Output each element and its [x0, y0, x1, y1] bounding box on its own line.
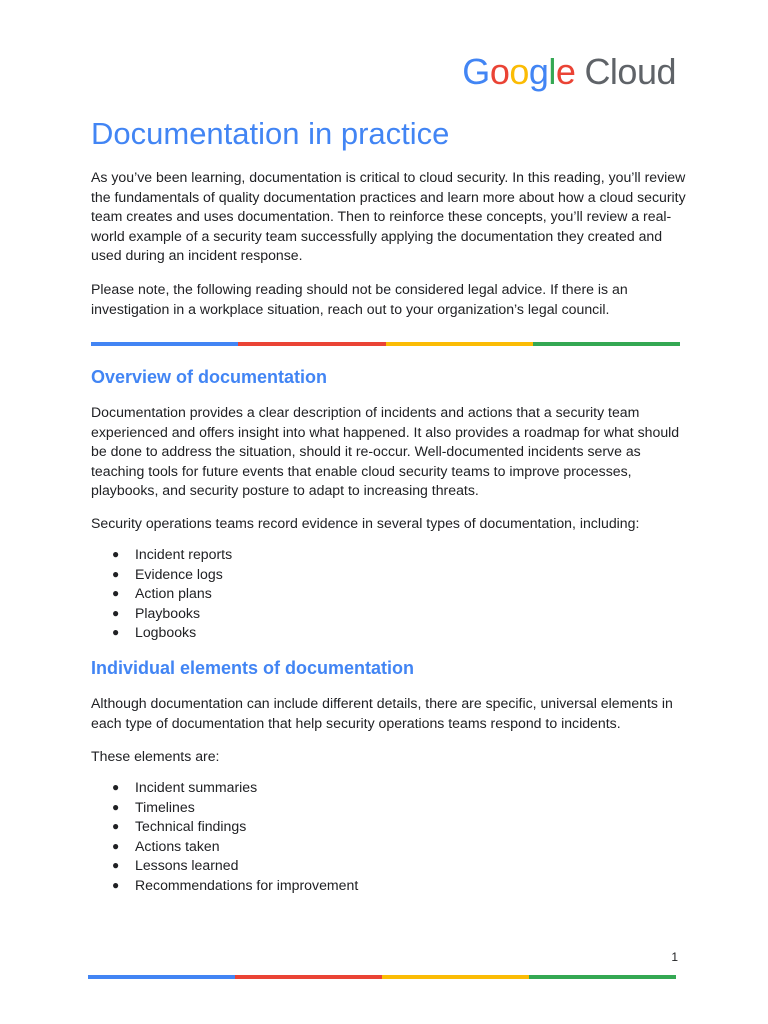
list-item-text: Playbooks [135, 604, 201, 621]
list-item [91, 876, 358, 896]
bullet-icon: ● [112, 799, 120, 814]
page-number: 1 [671, 950, 678, 964]
logo-letter: e [555, 51, 576, 92]
section-heading-overview: Overview of documentation [91, 367, 328, 387]
bullet-icon: ● [112, 566, 120, 581]
list-item [91, 837, 358, 857]
cloud-wordmark: Cloud [584, 51, 676, 92]
divider-segment-blue [91, 342, 238, 346]
intro-paragraph: As you’ve been learning, documentation is critical to cloud security. In this reading, you’ll review the fundamentals of quality documentation practices and learn more about how a cloud security team creates and uses documentation. Then to reinforce these concepts, you’ll review a real-world example of a security team successfully applying the documentation they created and used during an incident response. [91, 169, 686, 264]
elements-intro: These elements are: [91, 748, 220, 764]
list-item-text: Timelines [135, 798, 195, 815]
divider-segment-yellow [386, 342, 533, 346]
list-item-text: Action plans [135, 585, 212, 602]
google-cloud-logo [462, 51, 676, 92]
divider-segment-red [235, 975, 382, 979]
divider-segment-yellow [382, 975, 529, 979]
elements-paragraph: Although documentation can include different details, there are specific, universal elements in each type of documentation that help security operations teams respond to incidents. [91, 695, 673, 731]
list-item [91, 584, 232, 604]
logo-letter: g [528, 51, 549, 92]
bullet-icon: ● [112, 838, 120, 853]
list-item-text: Logbooks [135, 624, 197, 641]
documentation-types-list [91, 545, 232, 643]
bullet-icon: ● [112, 605, 120, 620]
bullet-icon: ● [112, 858, 120, 873]
list-item-text: Technical findings [135, 818, 247, 835]
divider-segment-green [529, 975, 676, 979]
list-item [91, 565, 232, 585]
legal-note-paragraph: Please note, the following reading should not be considered legal advice. If there is an investigation in a workplace situation, reach out to your organization’s legal council. [91, 281, 628, 317]
list-item [91, 545, 232, 565]
divider-segment-green [533, 342, 680, 346]
color-divider [91, 342, 680, 346]
list-item [91, 798, 358, 818]
list-item [91, 778, 358, 798]
list-item-text: Recommendations for improvement [135, 876, 359, 893]
page-title: Documentation in practice [91, 116, 450, 151]
list-item [91, 623, 232, 643]
list-item [91, 817, 358, 837]
evidence-types-intro: Security operations teams record evidence in several types of documentation, including: [91, 515, 640, 531]
list-item-text: Incident reports [135, 546, 233, 562]
bullet-icon: ● [112, 877, 120, 892]
section-heading-elements: Individual elements of documentation [91, 658, 415, 678]
footer-color-divider [88, 975, 676, 979]
list-item-text: Incident summaries [135, 779, 258, 795]
overview-paragraph: Documentation provides a clear description of incidents and actions that a security team experienced and offers insight into what happened. It also provides a roadmap for what should be done to address the situation, should it re-occur. Well-documented incidents serve as teaching tools for future events that enable cloud security teams to improve processes, playbooks, and security posture to adapt to increasing threats. [91, 404, 680, 499]
logo-letter: G [462, 51, 490, 92]
logo-letter: l [548, 51, 556, 92]
list-item [91, 856, 358, 876]
list-item-text: Lessons learned [135, 857, 239, 874]
list-item [91, 604, 232, 624]
documentation-elements-list [91, 778, 358, 896]
divider-segment-red [238, 342, 385, 346]
bullet-icon: ● [112, 586, 120, 601]
list-item-text: Evidence logs [135, 565, 223, 582]
logo-letter: o [489, 51, 510, 92]
bullet-icon: ● [112, 547, 120, 561]
divider-segment-blue [88, 975, 235, 979]
bullet-icon: ● [112, 625, 120, 640]
bullet-icon: ● [112, 780, 120, 794]
google-wordmark [462, 51, 576, 92]
bullet-icon: ● [112, 819, 120, 834]
list-item-text: Actions taken [135, 837, 220, 854]
logo-letter: o [509, 51, 529, 92]
